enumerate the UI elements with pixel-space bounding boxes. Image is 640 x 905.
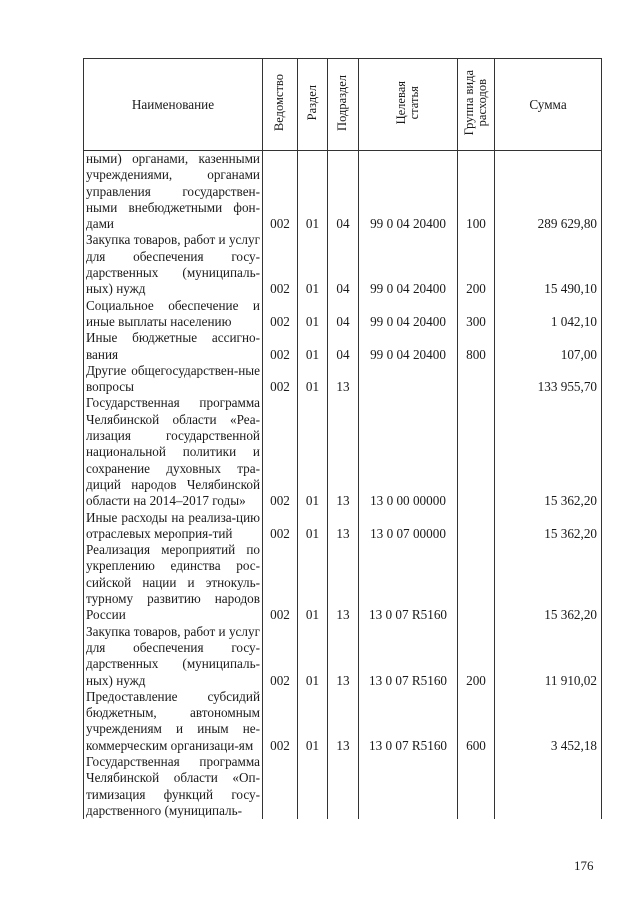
table-row <box>84 754 602 819</box>
cell-dept: 002 <box>263 510 298 543</box>
header-section: Раздел <box>298 59 328 151</box>
cell-dept: 002 <box>263 151 298 233</box>
cell-article: 13 0 00 00000 <box>359 395 458 509</box>
header-group: Группа вида расходов <box>458 59 495 151</box>
table-row <box>84 510 602 543</box>
cell-group: 800 <box>458 330 495 363</box>
cell-section: 01 <box>298 330 328 363</box>
table-row <box>84 395 602 509</box>
table-row <box>84 542 602 623</box>
cell-subsection <box>328 754 359 819</box>
cell-article: 99 0 04 20400 <box>359 151 458 233</box>
cell-name: Иные бюджетные ассигно-вания <box>84 330 263 363</box>
table-row <box>84 624 602 689</box>
header-name: Наименование <box>84 59 263 151</box>
cell-group: 600 <box>458 689 495 754</box>
cell-section: 01 <box>298 395 328 509</box>
cell-section: 01 <box>298 542 328 623</box>
cell-subsection: 13 <box>328 624 359 689</box>
cell-group <box>458 542 495 623</box>
cell-article: 13 0 07 R5160 <box>359 624 458 689</box>
cell-section: 01 <box>298 363 328 396</box>
cell-section: 01 <box>298 151 328 233</box>
cell-name: Социальное обеспечение и иные выплаты населению <box>84 298 263 331</box>
table-row <box>84 298 602 331</box>
cell-subsection: 04 <box>328 151 359 233</box>
cell-group <box>458 363 495 396</box>
cell-sum: 1 042,10 <box>495 298 602 331</box>
cell-sum: 133 955,70 <box>495 363 602 396</box>
cell-dept: 002 <box>263 395 298 509</box>
cell-name: ными) органами, казенными учреждениями, органами управления государствен-ными внебюджетными фон-дами <box>84 151 263 233</box>
cell-dept: 002 <box>263 542 298 623</box>
cell-subsection: 04 <box>328 330 359 363</box>
cell-name: Иные расходы на реализа-цию отраслевых мероприя-тий <box>84 510 263 543</box>
cell-name: Реализация мероприятий по укреплению единства рос-сийской нации и этнокуль-турному развитию народов России <box>84 542 263 623</box>
cell-name: Предоставление субсидий бюджетным, автономным учреждениям и иным не-коммерческим организаци-ям <box>84 689 263 754</box>
table-row <box>84 363 602 396</box>
cell-group <box>458 510 495 543</box>
header-sum: Сумма <box>495 59 602 151</box>
cell-group: 200 <box>458 624 495 689</box>
header-article: Целевая статья <box>359 59 458 151</box>
cell-dept: 002 <box>263 232 298 297</box>
cell-dept: 002 <box>263 330 298 363</box>
cell-article <box>359 754 458 819</box>
cell-group <box>458 754 495 819</box>
cell-section <box>298 754 328 819</box>
cell-section: 01 <box>298 624 328 689</box>
table-row <box>84 232 602 297</box>
cell-article: 99 0 04 20400 <box>359 298 458 331</box>
cell-section: 01 <box>298 689 328 754</box>
cell-sum: 15 362,20 <box>495 542 602 623</box>
table-row <box>84 330 602 363</box>
cell-group: 100 <box>458 151 495 233</box>
cell-dept: 002 <box>263 624 298 689</box>
cell-section: 01 <box>298 298 328 331</box>
cell-article: 99 0 04 20400 <box>359 232 458 297</box>
cell-subsection: 04 <box>328 298 359 331</box>
cell-group <box>458 395 495 509</box>
cell-dept: 002 <box>263 689 298 754</box>
cell-name: Государственная программа Челябинской области «Реа-лизация государственной национальной политики и сохранение духовных тра-диций народов Челябинской области на 2014–2017 годы» <box>84 395 263 509</box>
cell-sum: 289 629,80 <box>495 151 602 233</box>
header-dept: Ведомство <box>263 59 298 151</box>
cell-subsection: 04 <box>328 232 359 297</box>
cell-article: 13 0 07 00000 <box>359 510 458 543</box>
cell-name: Закупка товаров, работ и услуг для обеспечения госу-дарственных (муниципаль-ных) нужд <box>84 624 263 689</box>
cell-section: 01 <box>298 510 328 543</box>
cell-subsection: 13 <box>328 689 359 754</box>
cell-dept <box>263 754 298 819</box>
cell-article: 13 0 07 R5160 <box>359 689 458 754</box>
cell-name: Другие общегосударствен-ные вопросы <box>84 363 263 396</box>
page-number: 176 <box>574 858 594 873</box>
table-header-row <box>84 59 602 151</box>
cell-sum: 15 362,20 <box>495 395 602 509</box>
cell-group: 300 <box>458 298 495 331</box>
cell-name: Государственная программа Челябинской области «Оп-тимизация функций госу-дарственного (муниципаль- <box>84 754 263 819</box>
cell-subsection: 13 <box>328 395 359 509</box>
cell-section: 01 <box>298 232 328 297</box>
cell-dept: 002 <box>263 363 298 396</box>
cell-sum <box>495 754 602 819</box>
cell-sum: 15 362,20 <box>495 510 602 543</box>
cell-subsection: 13 <box>328 542 359 623</box>
cell-article: 13 0 07 R5160 <box>359 542 458 623</box>
cell-subsection: 13 <box>328 510 359 543</box>
cell-article <box>359 363 458 396</box>
table-row <box>84 151 602 233</box>
cell-article: 99 0 04 20400 <box>359 330 458 363</box>
cell-sum: 11 910,02 <box>495 624 602 689</box>
cell-sum: 3 452,18 <box>495 689 602 754</box>
cell-subsection: 13 <box>328 363 359 396</box>
cell-group: 200 <box>458 232 495 297</box>
cell-name: Закупка товаров, работ и услуг для обеспечения госу-дарственных (муниципаль-ных) нужд <box>84 232 263 297</box>
cell-sum: 107,00 <box>495 330 602 363</box>
header-subsection: Подраздел <box>328 59 359 151</box>
table-row <box>84 689 602 754</box>
cell-dept: 002 <box>263 298 298 331</box>
budget-table <box>83 58 602 819</box>
cell-sum: 15 490,10 <box>495 232 602 297</box>
